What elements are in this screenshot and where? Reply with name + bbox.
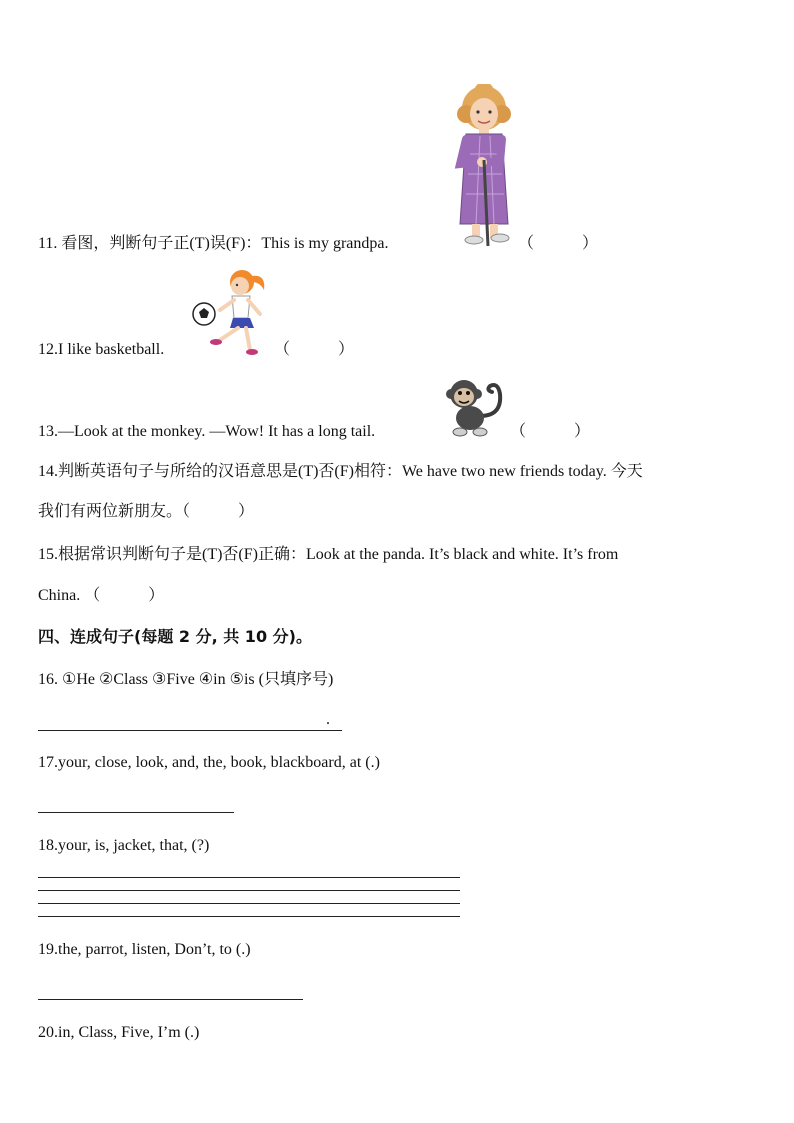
question-12 [38,340,355,360]
question-18-text: 18.your, is, jacket, that, (?) [38,837,210,854]
question-14-line-1: 14.判断英语句子与所给的汉语意思是(T)否(F)相符：We have two new friends today. 今天 [38,463,643,480]
question-19-text: 19.the, parrot, listen, Don’t, to (.) [38,941,251,958]
question-17-answer-line[interactable] [38,812,234,813]
question-11-text: 11. 看图，判断句子正(T)误(F)：This is my grandpa. [38,235,389,252]
question-20-text: 20.in, Class, Five, I’m (.) [38,1024,200,1041]
question-18-answer-line-1[interactable] [38,877,460,878]
question-16-answer-line[interactable] [38,730,342,731]
question-12-answer-blank[interactable]: （ ） [274,341,355,358]
question-11-answer-blank[interactable]: （ ） [518,235,599,252]
question-11 [38,234,599,254]
girl-kicking-ball-icon [190,268,272,358]
question-18-answer-line-4[interactable] [38,916,460,917]
question-16-period: . [326,711,330,728]
question-18-answer-line-2[interactable] [38,890,460,891]
question-13-text: 13.—Look at the monkey. —Wow! It has a long tail. [38,423,376,440]
question-13-answer-blank[interactable]: （ ） [510,423,591,440]
question-17-text: 17.your, close, look, and, the, book, blackboard, at (.) [38,754,380,771]
grandma-icon [450,84,520,250]
question-15-line-2: China. （ ） [38,587,165,604]
question-12-text: 12.I like basketball. [38,341,165,358]
section-4-title: 四、连成句子(每题 2 分, 共 10 分)。 [38,627,312,646]
question-18-answer-line-3[interactable] [38,903,460,904]
question-13 [38,422,591,442]
question-19-answer-line[interactable] [38,999,303,1000]
question-14-line-2: 我们有两位新朋友。（ ） [38,503,255,520]
monkey-icon [444,376,508,438]
question-16-text: 16. ①He ②Class ③Five ④in ⑤is (只填序号) [38,671,334,688]
question-15-line-1: 15.根据常识判断句子是(T)否(F)正确：Look at the panda. It’s black and white. It’s from [38,546,619,563]
